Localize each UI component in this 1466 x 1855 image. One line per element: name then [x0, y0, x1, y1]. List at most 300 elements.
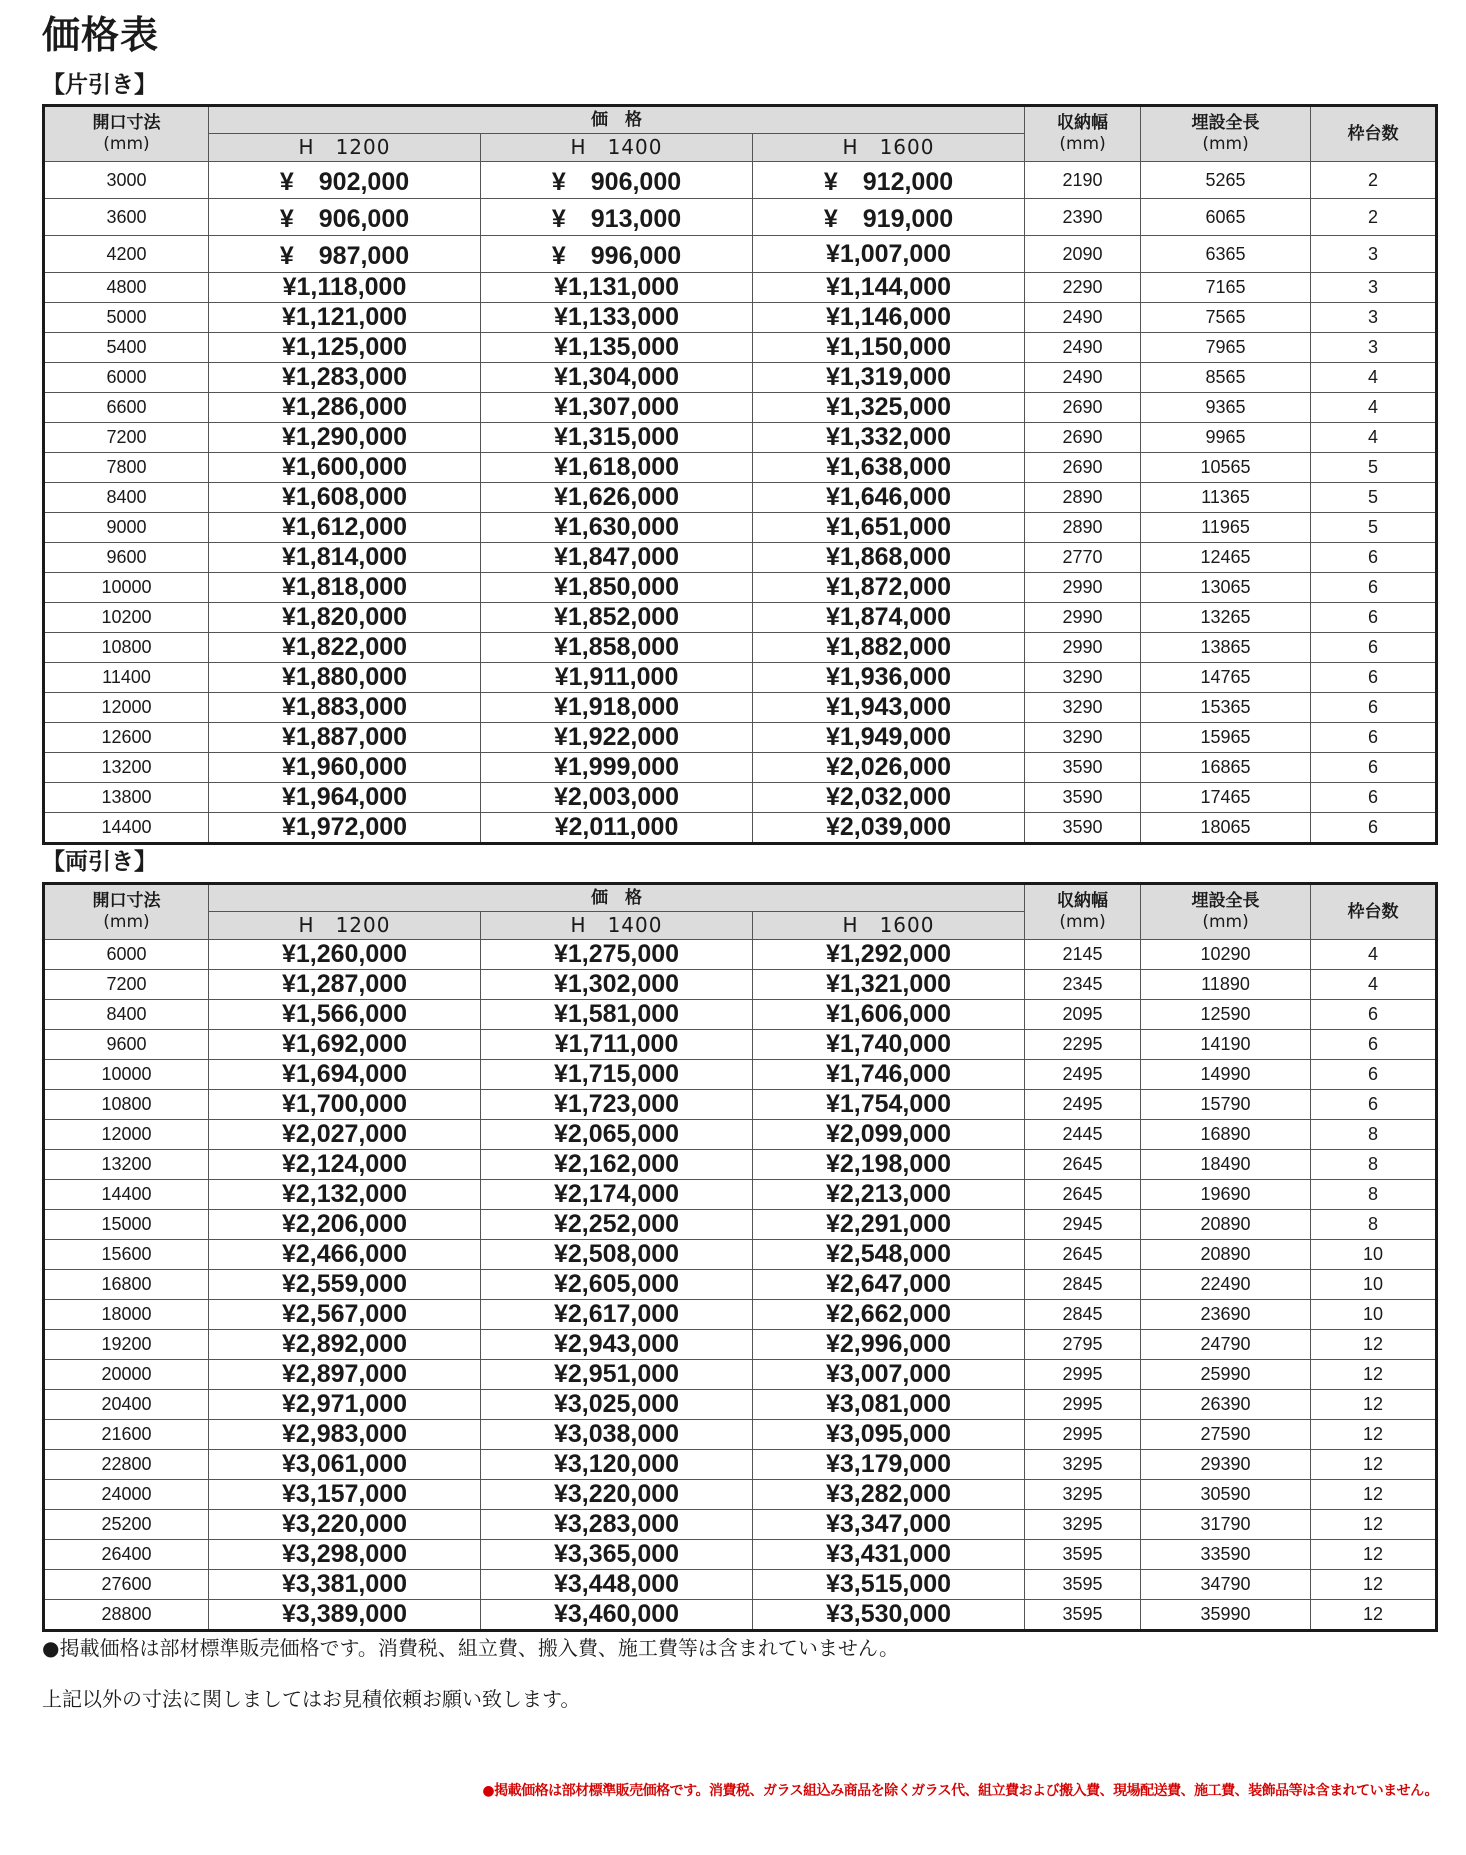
price-h1200-cell: ¥1,290,000 — [209, 423, 481, 453]
table-row — [44, 1510, 1437, 1540]
buried-length-cell: 9965 — [1141, 423, 1311, 453]
frame-count-cell: 6 — [1311, 1030, 1437, 1060]
header-h1200: H 1200 — [209, 134, 481, 162]
price-h1400-cell: ¥1,307,000 — [481, 393, 753, 423]
price-h1600-cell: ¥1,325,000 — [753, 393, 1025, 423]
storage-width-cell: 2295 — [1025, 1030, 1141, 1060]
header-storage-width: 収納幅 (mm) — [1025, 106, 1141, 162]
table-body — [44, 940, 1437, 1631]
storage-width-cell: 2990 — [1025, 573, 1141, 603]
table-row — [44, 1180, 1437, 1210]
buried-length-cell: 14990 — [1141, 1060, 1311, 1090]
storage-width-cell: 2095 — [1025, 1000, 1141, 1030]
price-h1200-cell: ¥2,124,000 — [209, 1150, 481, 1180]
table-row — [44, 236, 1437, 273]
table-row — [44, 940, 1437, 970]
buried-length-cell: 29390 — [1141, 1450, 1311, 1480]
frame-count-cell: 12 — [1311, 1480, 1437, 1510]
price-h1200-cell: ¥2,206,000 — [209, 1210, 481, 1240]
frame-count-cell: 4 — [1311, 940, 1437, 970]
opening-cell: 5000 — [44, 303, 209, 333]
storage-width-cell: 3595 — [1025, 1600, 1141, 1631]
price-h1600-cell: ¥1,868,000 — [753, 543, 1025, 573]
footer-note: ●掲載価格は部材標準販売価格です。消費税、ガラス組込み商品を除くガラス代、組立費および搬入費、現場配送費、施工費、装飾品等は含まれていません。 — [482, 1783, 1438, 1799]
price-h1400-cell: ¥1,135,000 — [481, 333, 753, 363]
opening-cell: 28800 — [44, 1600, 209, 1631]
price-h1600-cell: ¥3,179,000 — [753, 1450, 1025, 1480]
opening-cell: 10000 — [44, 573, 209, 603]
price-h1600-cell: ¥3,007,000 — [753, 1360, 1025, 1390]
frame-count-cell: 4 — [1311, 970, 1437, 1000]
table-row — [44, 333, 1437, 363]
price-h1400-cell: ¥1,315,000 — [481, 423, 753, 453]
buried-length-cell: 16865 — [1141, 753, 1311, 783]
buried-length-cell: 22490 — [1141, 1270, 1311, 1300]
price-h1600-cell: ¥1,874,000 — [753, 603, 1025, 633]
opening-cell: 15000 — [44, 1210, 209, 1240]
storage-width-cell: 2145 — [1025, 940, 1141, 970]
opening-cell: 11400 — [44, 663, 209, 693]
buried-length-cell: 7965 — [1141, 333, 1311, 363]
opening-cell: 7800 — [44, 453, 209, 483]
storage-width-cell: 2890 — [1025, 513, 1141, 543]
price-h1200-cell: ¥1,608,000 — [209, 483, 481, 513]
price-h1400-cell: ¥3,038,000 — [481, 1420, 753, 1450]
price-h1400-cell: ¥1,858,000 — [481, 633, 753, 663]
price-h1600-cell: ¥2,647,000 — [753, 1270, 1025, 1300]
storage-width-cell: 2495 — [1025, 1060, 1141, 1090]
price-h1200-cell: ¥2,559,000 — [209, 1270, 481, 1300]
price-h1600-cell: ¥1,150,000 — [753, 333, 1025, 363]
section-label-kata-biki: 【片引き】 — [42, 72, 157, 98]
frame-count-cell: 12 — [1311, 1390, 1437, 1420]
frame-count-cell: 8 — [1311, 1210, 1437, 1240]
price-h1600-cell: ¥1,943,000 — [753, 693, 1025, 723]
storage-width-cell: 2770 — [1025, 543, 1141, 573]
buried-length-cell: 33590 — [1141, 1540, 1311, 1570]
table-row — [44, 1000, 1437, 1030]
frame-count-cell: 2 — [1311, 199, 1437, 236]
price-h1200-cell: ¥1,600,000 — [209, 453, 481, 483]
frame-count-cell: 10 — [1311, 1240, 1437, 1270]
buried-length-cell: 18065 — [1141, 813, 1311, 844]
frame-count-cell: 12 — [1311, 1600, 1437, 1631]
price-h1400-cell: ¥1,918,000 — [481, 693, 753, 723]
buried-length-cell: 8565 — [1141, 363, 1311, 393]
header-h1600: H 1600 — [753, 912, 1025, 940]
opening-cell: 14400 — [44, 1180, 209, 1210]
storage-width-cell: 2690 — [1025, 393, 1141, 423]
price-h1400-cell: ¥ 996,000 — [481, 236, 753, 273]
opening-cell: 14400 — [44, 813, 209, 844]
frame-count-cell: 6 — [1311, 663, 1437, 693]
price-h1200-cell: ¥3,298,000 — [209, 1540, 481, 1570]
buried-length-cell: 13065 — [1141, 573, 1311, 603]
table-row — [44, 1390, 1437, 1420]
price-h1400-cell: ¥1,626,000 — [481, 483, 753, 513]
table-row — [44, 162, 1437, 199]
buried-length-cell: 6065 — [1141, 199, 1311, 236]
storage-width-cell: 2845 — [1025, 1270, 1141, 1300]
storage-width-cell: 2345 — [1025, 970, 1141, 1000]
storage-width-cell: 3595 — [1025, 1540, 1141, 1570]
price-h1600-cell: ¥1,007,000 — [753, 236, 1025, 273]
table-row — [44, 813, 1437, 844]
buried-length-cell: 11890 — [1141, 970, 1311, 1000]
frame-count-cell: 6 — [1311, 783, 1437, 813]
opening-cell: 20400 — [44, 1390, 209, 1420]
buried-length-cell: 18490 — [1141, 1150, 1311, 1180]
frame-count-cell: 4 — [1311, 423, 1437, 453]
storage-width-cell: 2390 — [1025, 199, 1141, 236]
storage-width-cell: 2890 — [1025, 483, 1141, 513]
table-row — [44, 753, 1437, 783]
table-row — [44, 513, 1437, 543]
opening-cell: 7200 — [44, 423, 209, 453]
price-h1600-cell: ¥1,319,000 — [753, 363, 1025, 393]
price-h1400-cell: ¥1,911,000 — [481, 663, 753, 693]
price-h1200-cell: ¥3,381,000 — [209, 1570, 481, 1600]
opening-cell: 8400 — [44, 1000, 209, 1030]
header-storage-width: 収納幅 (mm) — [1025, 884, 1141, 940]
storage-width-cell: 3295 — [1025, 1510, 1141, 1540]
table-row — [44, 363, 1437, 393]
price-h1200-cell: ¥1,692,000 — [209, 1030, 481, 1060]
table-row — [44, 573, 1437, 603]
opening-cell: 13800 — [44, 783, 209, 813]
buried-length-cell: 9365 — [1141, 393, 1311, 423]
price-h1400-cell: ¥3,120,000 — [481, 1450, 753, 1480]
frame-count-cell: 4 — [1311, 393, 1437, 423]
price-h1600-cell: ¥3,282,000 — [753, 1480, 1025, 1510]
frame-count-cell: 2 — [1311, 162, 1437, 199]
buried-length-cell: 6365 — [1141, 236, 1311, 273]
opening-cell: 26400 — [44, 1540, 209, 1570]
frame-count-cell: 12 — [1311, 1570, 1437, 1600]
price-h1400-cell: ¥2,003,000 — [481, 783, 753, 813]
buried-length-cell: 11965 — [1141, 513, 1311, 543]
frame-count-cell: 6 — [1311, 543, 1437, 573]
table-row — [44, 1210, 1437, 1240]
buried-length-cell: 12465 — [1141, 543, 1311, 573]
price-h1200-cell: ¥1,814,000 — [209, 543, 481, 573]
header-h1400: H 1400 — [481, 912, 753, 940]
buried-length-cell: 15365 — [1141, 693, 1311, 723]
price-h1400-cell: ¥1,723,000 — [481, 1090, 753, 1120]
storage-width-cell: 2645 — [1025, 1150, 1141, 1180]
price-h1400-cell: ¥3,365,000 — [481, 1540, 753, 1570]
table-row — [44, 423, 1437, 453]
table-row — [44, 1360, 1437, 1390]
buried-length-cell: 31790 — [1141, 1510, 1311, 1540]
frame-count-cell: 6 — [1311, 813, 1437, 844]
buried-length-cell: 7165 — [1141, 273, 1311, 303]
table-row — [44, 1570, 1437, 1600]
table-row — [44, 693, 1437, 723]
buried-length-cell: 10565 — [1141, 453, 1311, 483]
storage-width-cell: 2445 — [1025, 1120, 1141, 1150]
opening-cell: 19200 — [44, 1330, 209, 1360]
price-h1400-cell: ¥3,448,000 — [481, 1570, 753, 1600]
frame-count-cell: 12 — [1311, 1420, 1437, 1450]
storage-width-cell: 2490 — [1025, 363, 1141, 393]
price-h1600-cell: ¥1,949,000 — [753, 723, 1025, 753]
price-h1200-cell: ¥1,887,000 — [209, 723, 481, 753]
frame-count-cell: 12 — [1311, 1540, 1437, 1570]
frame-count-cell: 6 — [1311, 573, 1437, 603]
storage-width-cell: 2495 — [1025, 1090, 1141, 1120]
table-row — [44, 1270, 1437, 1300]
price-h1600-cell: ¥1,606,000 — [753, 1000, 1025, 1030]
price-h1200-cell: ¥1,121,000 — [209, 303, 481, 333]
header-frame-count: 枠台数 — [1311, 884, 1437, 940]
price-h1600-cell: ¥1,292,000 — [753, 940, 1025, 970]
price-h1400-cell: ¥1,581,000 — [481, 1000, 753, 1030]
table-row — [44, 1480, 1437, 1510]
price-h1200-cell: ¥1,883,000 — [209, 693, 481, 723]
buried-length-cell: 30590 — [1141, 1480, 1311, 1510]
price-h1400-cell: ¥2,617,000 — [481, 1300, 753, 1330]
price-h1200-cell: ¥1,566,000 — [209, 1000, 481, 1030]
frame-count-cell: 8 — [1311, 1150, 1437, 1180]
buried-length-cell: 14190 — [1141, 1030, 1311, 1060]
table-row — [44, 1090, 1437, 1120]
frame-count-cell: 5 — [1311, 483, 1437, 513]
table-row — [44, 633, 1437, 663]
storage-width-cell: 2990 — [1025, 603, 1141, 633]
opening-cell: 20000 — [44, 1360, 209, 1390]
frame-count-cell: 12 — [1311, 1330, 1437, 1360]
opening-cell: 27600 — [44, 1570, 209, 1600]
buried-length-cell: 13265 — [1141, 603, 1311, 633]
buried-length-cell: 24790 — [1141, 1330, 1311, 1360]
price-h1400-cell: ¥1,850,000 — [481, 573, 753, 603]
opening-cell: 12600 — [44, 723, 209, 753]
storage-width-cell: 2845 — [1025, 1300, 1141, 1330]
price-h1200-cell: ¥1,960,000 — [209, 753, 481, 783]
price-h1200-cell: ¥ 902,000 — [209, 162, 481, 199]
price-h1600-cell: ¥2,996,000 — [753, 1330, 1025, 1360]
opening-cell: 9600 — [44, 543, 209, 573]
price-h1600-cell: ¥ 912,000 — [753, 162, 1025, 199]
price-h1600-cell: ¥2,662,000 — [753, 1300, 1025, 1330]
price-h1200-cell: ¥ 906,000 — [209, 199, 481, 236]
storage-width-cell: 2690 — [1025, 423, 1141, 453]
header-opening: 開口寸法 (mm) — [44, 106, 209, 162]
price-h1400-cell: ¥1,630,000 — [481, 513, 753, 543]
price-h1400-cell: ¥ 906,000 — [481, 162, 753, 199]
opening-cell: 4200 — [44, 236, 209, 273]
buried-length-cell: 5265 — [1141, 162, 1311, 199]
price-h1200-cell: ¥2,466,000 — [209, 1240, 481, 1270]
storage-width-cell: 2490 — [1025, 303, 1141, 333]
storage-width-cell: 3290 — [1025, 663, 1141, 693]
price-h1600-cell: ¥1,332,000 — [753, 423, 1025, 453]
storage-width-cell: 2945 — [1025, 1210, 1141, 1240]
frame-count-cell: 6 — [1311, 633, 1437, 663]
price-h1200-cell: ¥1,822,000 — [209, 633, 481, 663]
price-h1400-cell: ¥2,065,000 — [481, 1120, 753, 1150]
buried-length-cell: 26390 — [1141, 1390, 1311, 1420]
price-h1200-cell: ¥1,283,000 — [209, 363, 481, 393]
price-h1200-cell: ¥3,220,000 — [209, 1510, 481, 1540]
opening-cell: 13200 — [44, 753, 209, 783]
opening-cell: 24000 — [44, 1480, 209, 1510]
table-row — [44, 723, 1437, 753]
table-row — [44, 1150, 1437, 1180]
price-h1200-cell: ¥1,260,000 — [209, 940, 481, 970]
price-h1400-cell: ¥3,460,000 — [481, 1600, 753, 1631]
table-row — [44, 783, 1437, 813]
price-h1200-cell: ¥1,820,000 — [209, 603, 481, 633]
price-h1400-cell: ¥1,711,000 — [481, 1030, 753, 1060]
frame-count-cell: 12 — [1311, 1360, 1437, 1390]
price-h1200-cell: ¥2,897,000 — [209, 1360, 481, 1390]
buried-length-cell: 10290 — [1141, 940, 1311, 970]
storage-width-cell: 2690 — [1025, 453, 1141, 483]
price-h1600-cell: ¥3,515,000 — [753, 1570, 1025, 1600]
storage-width-cell: 3290 — [1025, 693, 1141, 723]
price-h1200-cell: ¥1,287,000 — [209, 970, 481, 1000]
price-h1600-cell: ¥3,095,000 — [753, 1420, 1025, 1450]
price-h1200-cell: ¥1,972,000 — [209, 813, 481, 844]
price-h1200-cell: ¥3,389,000 — [209, 1600, 481, 1631]
storage-width-cell: 2795 — [1025, 1330, 1141, 1360]
buried-length-cell: 11365 — [1141, 483, 1311, 513]
price-h1200-cell: ¥1,964,000 — [209, 783, 481, 813]
price-h1600-cell: ¥3,530,000 — [753, 1600, 1025, 1631]
price-h1600-cell: ¥3,347,000 — [753, 1510, 1025, 1540]
opening-cell: 3000 — [44, 162, 209, 199]
price-h1400-cell: ¥2,011,000 — [481, 813, 753, 844]
opening-cell: 3600 — [44, 199, 209, 236]
page-title: 価格表 — [42, 13, 160, 57]
frame-count-cell: 12 — [1311, 1450, 1437, 1480]
frame-count-cell: 10 — [1311, 1270, 1437, 1300]
price-h1600-cell: ¥1,146,000 — [753, 303, 1025, 333]
buried-length-cell: 23690 — [1141, 1300, 1311, 1330]
storage-width-cell: 2995 — [1025, 1360, 1141, 1390]
estimate-note: 上記以外の寸法に関しましてはお見積依頼お願い致します。 — [42, 1687, 581, 1711]
storage-width-cell: 2645 — [1025, 1240, 1141, 1270]
price-h1600-cell: ¥1,638,000 — [753, 453, 1025, 483]
price-h1600-cell: ¥2,026,000 — [753, 753, 1025, 783]
storage-width-cell: 2190 — [1025, 162, 1141, 199]
price-h1600-cell: ¥1,754,000 — [753, 1090, 1025, 1120]
price-h1200-cell: ¥1,118,000 — [209, 273, 481, 303]
buried-length-cell: 20890 — [1141, 1240, 1311, 1270]
table-row — [44, 199, 1437, 236]
price-h1600-cell: ¥1,746,000 — [753, 1060, 1025, 1090]
storage-width-cell: 2995 — [1025, 1390, 1141, 1420]
storage-width-cell: 3295 — [1025, 1450, 1141, 1480]
price-table-kata-biki — [42, 104, 1438, 845]
price-h1400-cell: ¥2,605,000 — [481, 1270, 753, 1300]
table-row — [44, 273, 1437, 303]
table-row — [44, 1030, 1437, 1060]
storage-width-cell: 3295 — [1025, 1480, 1141, 1510]
price-h1400-cell: ¥3,025,000 — [481, 1390, 753, 1420]
header-h1400: H 1400 — [481, 134, 753, 162]
price-h1200-cell: ¥3,061,000 — [209, 1450, 481, 1480]
price-h1400-cell: ¥1,847,000 — [481, 543, 753, 573]
storage-width-cell: 2090 — [1025, 236, 1141, 273]
price-table-ryo-biki — [42, 882, 1438, 1632]
price-h1600-cell: ¥1,651,000 — [753, 513, 1025, 543]
frame-count-cell: 6 — [1311, 723, 1437, 753]
frame-count-cell: 10 — [1311, 1300, 1437, 1330]
header-opening: 開口寸法 (mm) — [44, 884, 209, 940]
storage-width-cell: 2645 — [1025, 1180, 1141, 1210]
price-h1200-cell: ¥2,892,000 — [209, 1330, 481, 1360]
opening-cell: 10000 — [44, 1060, 209, 1090]
price-h1400-cell: ¥1,922,000 — [481, 723, 753, 753]
opening-cell: 6600 — [44, 393, 209, 423]
price-h1200-cell: ¥1,700,000 — [209, 1090, 481, 1120]
price-h1200-cell: ¥2,567,000 — [209, 1300, 481, 1330]
buried-length-cell: 16890 — [1141, 1120, 1311, 1150]
price-h1600-cell: ¥3,431,000 — [753, 1540, 1025, 1570]
buried-length-cell: 34790 — [1141, 1570, 1311, 1600]
storage-width-cell: 3595 — [1025, 1570, 1141, 1600]
opening-cell: 22800 — [44, 1450, 209, 1480]
storage-width-cell: 2990 — [1025, 633, 1141, 663]
opening-cell: 4800 — [44, 273, 209, 303]
table-row — [44, 1120, 1437, 1150]
table-row — [44, 303, 1437, 333]
opening-cell: 13200 — [44, 1150, 209, 1180]
opening-cell: 16800 — [44, 1270, 209, 1300]
buried-length-cell: 15965 — [1141, 723, 1311, 753]
buried-length-cell: 15790 — [1141, 1090, 1311, 1120]
frame-count-cell: 6 — [1311, 603, 1437, 633]
table-row — [44, 1450, 1437, 1480]
table-row — [44, 543, 1437, 573]
storage-width-cell: 2490 — [1025, 333, 1141, 363]
price-h1400-cell: ¥1,275,000 — [481, 940, 753, 970]
price-h1600-cell: ¥2,291,000 — [753, 1210, 1025, 1240]
opening-cell: 6000 — [44, 363, 209, 393]
frame-count-cell: 5 — [1311, 453, 1437, 483]
storage-width-cell: 3290 — [1025, 723, 1141, 753]
table-row — [44, 1600, 1437, 1631]
price-h1200-cell: ¥1,880,000 — [209, 663, 481, 693]
buried-length-cell: 14765 — [1141, 663, 1311, 693]
price-h1200-cell: ¥2,027,000 — [209, 1120, 481, 1150]
opening-cell: 10800 — [44, 633, 209, 663]
price-h1200-cell: ¥1,818,000 — [209, 573, 481, 603]
frame-count-cell: 8 — [1311, 1120, 1437, 1150]
price-h1400-cell: ¥2,252,000 — [481, 1210, 753, 1240]
table-body — [44, 162, 1437, 844]
price-h1600-cell: ¥1,936,000 — [753, 663, 1025, 693]
buried-length-cell: 12590 — [1141, 1000, 1311, 1030]
price-h1200-cell: ¥1,612,000 — [209, 513, 481, 543]
opening-cell: 12000 — [44, 1120, 209, 1150]
price-h1400-cell: ¥1,131,000 — [481, 273, 753, 303]
price-h1200-cell: ¥2,983,000 — [209, 1420, 481, 1450]
header-price: 価 格 — [209, 884, 1025, 912]
frame-count-cell: 6 — [1311, 1060, 1437, 1090]
table-row — [44, 1240, 1437, 1270]
table-row — [44, 1420, 1437, 1450]
header-buried-length: 埋設全長 (mm) — [1141, 106, 1311, 162]
opening-cell: 18000 — [44, 1300, 209, 1330]
frame-count-cell: 8 — [1311, 1180, 1437, 1210]
price-h1200-cell: ¥ 987,000 — [209, 236, 481, 273]
opening-cell: 21600 — [44, 1420, 209, 1450]
opening-cell: 9600 — [44, 1030, 209, 1060]
